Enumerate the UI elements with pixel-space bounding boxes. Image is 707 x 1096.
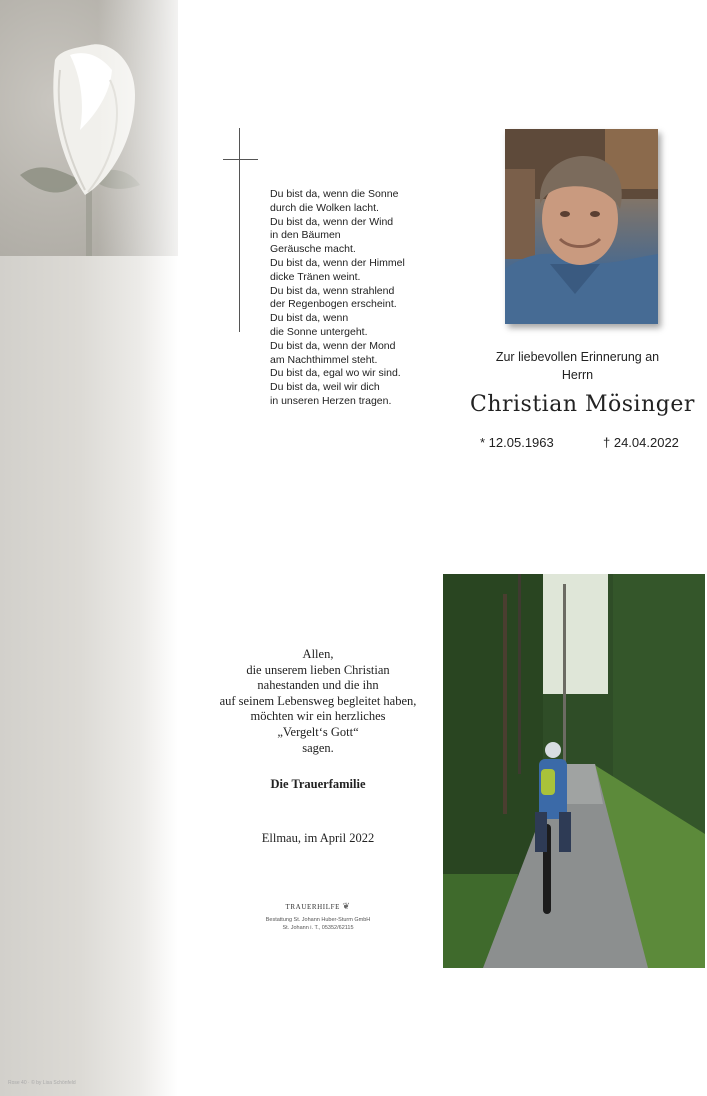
deceased-portrait-photo — [505, 129, 658, 324]
poem-line: durch die Wolken lacht. — [270, 201, 379, 214]
leaf-icon: ❦ — [342, 901, 351, 911]
poem-line: Du bist da, weil wir dich — [270, 381, 380, 394]
poem-line: Du bist da, wenn der Himmel — [270, 256, 405, 269]
cyclist-forest-photo — [443, 574, 705, 968]
image-credit: Rose 40 · © by Lisa Schönfeld — [8, 1080, 76, 1086]
family-signature: Die Trauerfamilie — [270, 777, 366, 791]
memorial-intro-line2: Herrn — [561, 368, 594, 382]
poem-line: Du bist da, egal wo wir sind. — [270, 367, 401, 380]
funeral-home-info — [238, 916, 398, 932]
funeral-home-logo-text: TRAUERHILFE — [285, 903, 340, 911]
thanks-line: auf seinem Lebensweg begleitet haben, — [219, 693, 417, 708]
thanks-line: sagen. — [302, 740, 334, 755]
poem — [270, 188, 440, 409]
thanks-line: die unserem lieben Christian — [246, 662, 390, 677]
place-date: Ellmau, im April 2022 — [261, 831, 375, 845]
memorial-intro — [470, 348, 685, 384]
memorial-intro-line1: Zur liebevollen Erinnerung an — [495, 350, 660, 364]
poem-line: in den Bäumen — [270, 229, 341, 242]
poem-line: Du bist da, wenn — [270, 312, 349, 325]
poem-line: Du bist da, wenn der Mond — [270, 339, 396, 352]
death-date: † 24.04.2022 — [603, 435, 679, 450]
poem-line: die Sonne untergeht. — [270, 325, 368, 338]
thanks-message — [198, 647, 438, 756]
poem-line: Geräusche macht. — [270, 243, 356, 256]
cross-horizontal — [223, 159, 258, 160]
birth-date: * 12.05.1963 — [480, 435, 554, 450]
deceased-name: Christian Mösinger — [470, 392, 695, 417]
funeral-home-logo — [258, 901, 378, 912]
thanks-line: Allen, — [302, 647, 334, 661]
poem-line: Du bist da, wenn die Sonne — [270, 188, 399, 200]
poem-line: am Nachthimmel steht. — [270, 353, 378, 366]
thanks-line: nahestanden und die ihn — [257, 678, 379, 693]
funeral-home-name: Bestattung St. Johann Huber-Sturm GmbH — [265, 917, 371, 923]
poem-line: Du bist da, wenn strahlend — [270, 284, 395, 297]
funeral-home-contact: St. Johann i. T., 05352/62115 — [282, 925, 354, 931]
poem-line: Du bist da, wenn der Wind — [270, 215, 394, 228]
poem-line: in unseren Herzen tragen. — [270, 394, 392, 407]
thanks-line: möchten wir ein herzliches — [250, 709, 386, 724]
thanks-line: „Vergelt‘s Gott“ — [277, 724, 359, 739]
poem-line: dicke Tränen weint. — [270, 270, 361, 283]
white-rose-image — [0, 0, 178, 256]
poem-line: der Regenbogen erscheint. — [270, 298, 397, 311]
